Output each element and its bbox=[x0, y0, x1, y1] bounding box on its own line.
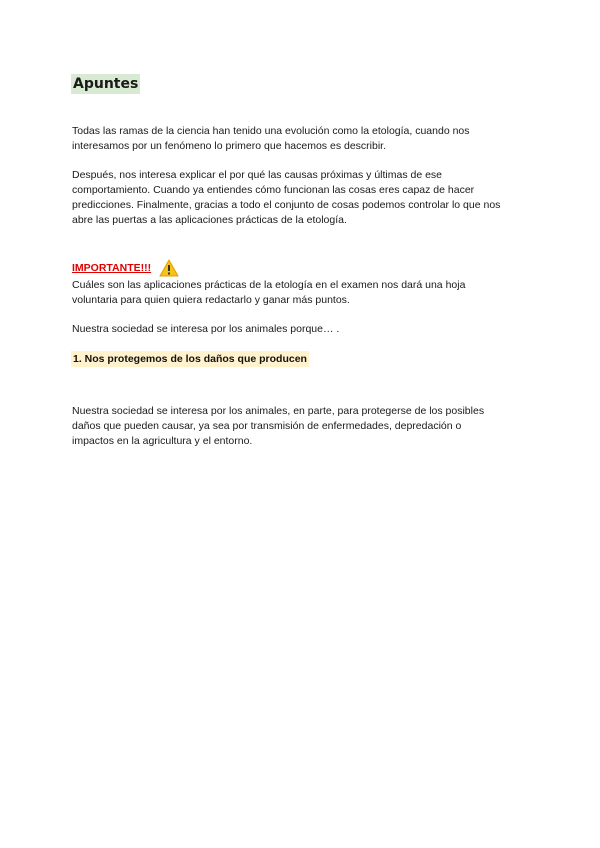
paragraph-line: interesamos por un fenómeno lo primero que hacemos es describir. bbox=[72, 140, 386, 152]
page-title: Apuntes bbox=[73, 76, 139, 92]
paragraph-line: daños que pueden causar, ya sea por transmisión de enfermedades, depredación o bbox=[72, 420, 462, 432]
section-heading: 1. Nos protegemos de los daños que producen bbox=[73, 353, 307, 365]
paragraph-line: Nuestra sociedad se interesa por los animales, en parte, para protegerse de los posibles bbox=[72, 405, 485, 417]
paragraph-line: voluntaria para quien quiera redactarlo y ganar más puntos. bbox=[72, 294, 350, 306]
important-label: IMPORTANTE!!! bbox=[72, 262, 152, 274]
important-notice bbox=[72, 258, 179, 278]
paragraph-protection bbox=[72, 404, 532, 449]
paragraph-line: predicciones. Finalmente, gracias a todo el conjunto de cosas podemos controlar lo que nos bbox=[72, 199, 501, 211]
paragraph-line: impactos en la agricultura y el entorno. bbox=[72, 435, 253, 447]
paragraph-society bbox=[72, 322, 532, 337]
paragraph-line: Después, nos interesa explicar el por qué las causas próximas y últimas de ese bbox=[72, 169, 443, 181]
paragraph-important bbox=[72, 278, 532, 308]
paragraph-line: Cuáles son las aplicaciones prácticas de la etología en el examen nos dará una hoja bbox=[72, 279, 466, 291]
paragraph-line: Nuestra sociedad se interesa por los animales porque… . bbox=[72, 323, 340, 335]
paragraph-explanation bbox=[72, 168, 532, 228]
paragraph-line: Todas las ramas de la ciencia han tenido una evolución como la etología, cuando nos bbox=[72, 125, 470, 137]
paragraph-line: comportamiento. Cuando ya entiendes cómo funcionan las cosas eres capaz de hacer bbox=[72, 184, 475, 196]
paragraph-line: abre las puertas a las aplicaciones prácticas de la etología. bbox=[72, 214, 347, 226]
warning-icon bbox=[159, 259, 179, 277]
paragraph-intro bbox=[72, 124, 532, 154]
